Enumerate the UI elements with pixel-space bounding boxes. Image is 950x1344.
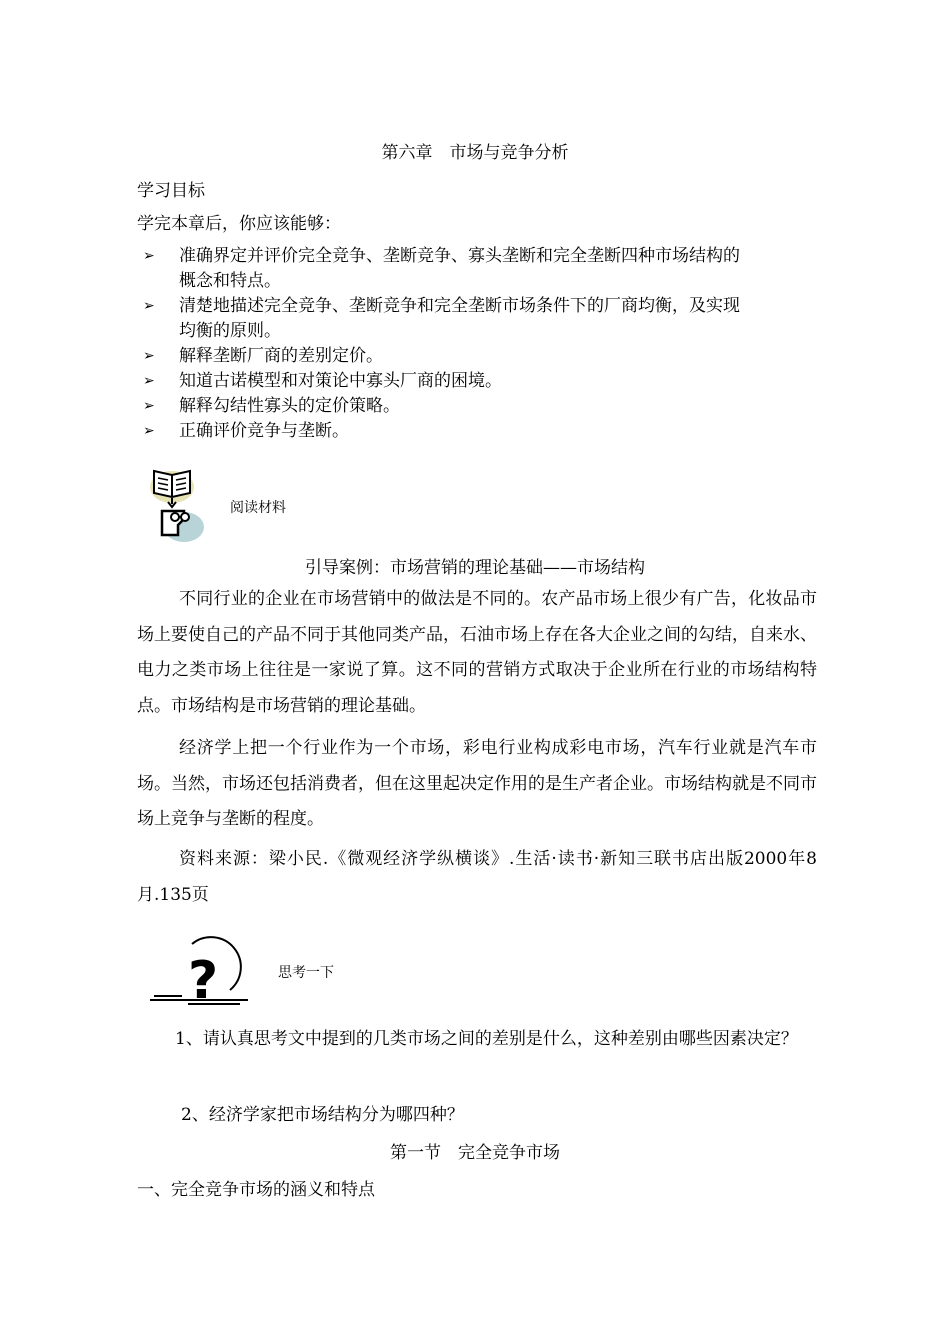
objective-item — [137, 369, 817, 394]
bullet-arrow-icon: ➢ — [143, 298, 155, 314]
book-reader-icon — [148, 465, 210, 545]
objective-item — [137, 419, 817, 444]
bullet-arrow-icon: ➢ — [143, 248, 155, 264]
reading-material-label: 阅读材料 — [230, 500, 286, 516]
objective-text: 清楚地描述完全竞争、垄断竞争和完全垄断市场条件下的厂商均衡，及实现 — [179, 296, 740, 316]
question-item: 1、请认真思考文中提到的几类市场之间的差别是什么，这种差别由哪些因素决定？ — [175, 1029, 798, 1049]
case-title: 引导案例：市场营销的理论基础——市场结构 — [305, 558, 645, 578]
think-label: 思考一下 — [278, 965, 334, 981]
objective-item — [137, 394, 817, 419]
bullet-arrow-icon: ➢ — [143, 348, 155, 364]
bullet-arrow-icon: ➢ — [143, 423, 155, 439]
subsection-title: 一、完全竞争市场的涵义和特点 — [137, 1180, 375, 1200]
objective-text: 准确界定并评价完全竞争、垄断竞争、寡头垄断和完全垄断四种市场结构的 — [179, 246, 740, 266]
objective-item — [137, 344, 817, 369]
objective-item — [137, 244, 817, 294]
case-paragraph: 经济学上把一个行业作为一个市场，彩电行业构成彩电市场，汽车行业就是汽车市场。当然，市场还包括消费者，但在这里起决定作用的是生产者企业。市场结构就是不同市场上竞争与垄断的程度。 — [137, 738, 817, 829]
objectives-heading: 学习目标 — [137, 181, 205, 201]
bullet-arrow-icon: ➢ — [143, 398, 155, 414]
objectives-intro: 学完本章后，你应该能够： — [137, 214, 341, 234]
section-title: 第一节 完全竞争市场 — [390, 1143, 560, 1163]
case-source: 资料来源：梁小民.《微观经济学纵横谈》.生活·读书·新知三联书店出版2000年8月.135页 — [137, 849, 817, 905]
objective-text: 知道古诺模型和对策论中寡头厂商的困境。 — [179, 371, 502, 391]
objective-item — [137, 294, 817, 344]
svg-text:?: ? — [188, 951, 219, 1011]
objectives-list — [137, 244, 817, 444]
objective-text: 解释垄断厂商的差别定价。 — [179, 346, 383, 366]
case-paragraph: 不同行业的企业在市场营销中的做法是不同的。农产品市场上很少有广告，化妆品市场上要使自己的产品不同于其他同类产品，石油市场上存在各大企业之间的勾结，自来水、电力之类市场上往往是一家说了算。这不同的营销方式取决于企业所在行业的市场结构特点。市场结构是市场营销的理论基础。 — [137, 589, 817, 716]
question-item: 2、经济学家把市场结构分为哪四种？ — [181, 1105, 464, 1125]
bullet-arrow-icon: ➢ — [143, 373, 155, 389]
chapter-title: 第六章 市场与竞争分析 — [381, 143, 569, 163]
question-mark-icon — [148, 940, 250, 1012]
objective-text: 正确评价竞争与垄断。 — [179, 421, 349, 441]
objective-text: 解释勾结性寡头的定价策略。 — [179, 396, 400, 416]
objective-text-cont: 概念和特点。 — [179, 271, 281, 291]
objective-text-cont: 均衡的原则。 — [179, 321, 281, 341]
